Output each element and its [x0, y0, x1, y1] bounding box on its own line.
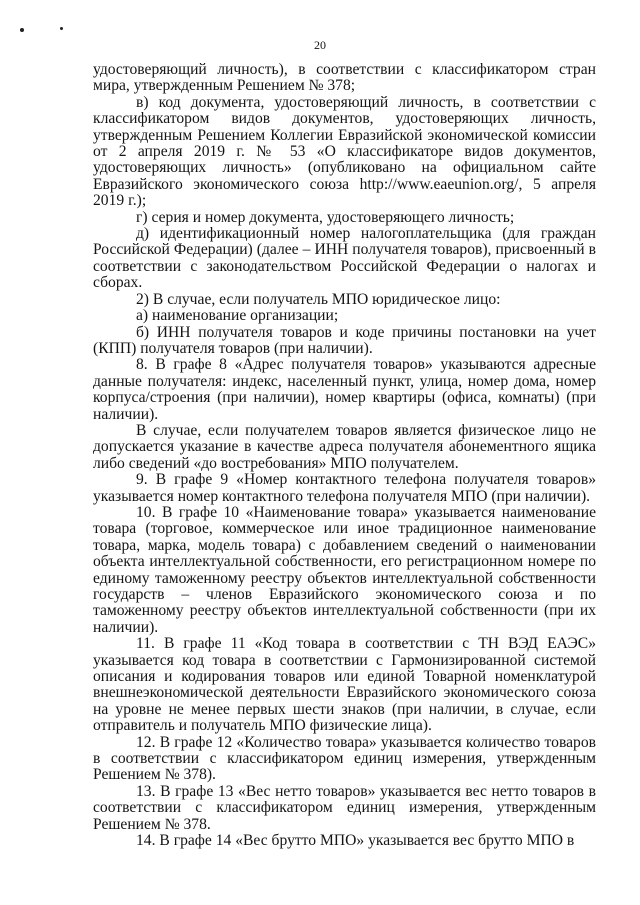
paragraph: 12. В графе 12 «Количество товара» указывается количество товаров в соответствии с классификатором единиц измерения, утвержденным Решением № 378).	[93, 733, 596, 784]
scan-speck	[60, 27, 63, 30]
document-body	[93, 62, 596, 850]
paragraph: д) идентификационный номер налогоплательщика (для граждан Российской Федерации) (далее – ИНН получателя товаров), присвоенный в соответствии с законодательством Российской Федерации о налогах и сборах.	[93, 225, 596, 292]
paragraph: а) наименование организации;	[136, 307, 339, 325]
paragraph: 8. В графе 8 «Адрес получателя товаров» указываются адресные данные получателя: индекс, населенный пункт, улица, номер дома, номер корпуса/строения (при наличии), номер квартиры (офиса, комнаты) (при наличии).	[93, 356, 596, 423]
paragraph: б) ИНН получателя товаров и коде причины постановки на учет (КПП) получателя товаров (при наличии).	[93, 323, 596, 357]
paragraph: 11. В графе 11 «Код товара в соответствии с ТН ВЭД ЕАЭС» указывается код товара в соответствии с Гармонизированной системой описания и кодирования товаров или единой Товарной номенклатурой внешнеэкономической деятельности Евразийского экономического союза на уровне не менее первых шести знаков (при наличии, в случае, если отправитель и получатель МПО физические лица).	[93, 635, 596, 735]
scan-speck	[20, 28, 24, 32]
paragraph: удостоверяющий личность), в соответствии с классификатором стран мира, утвержденным Решением № 378;	[93, 61, 596, 95]
paragraph: 10. В графе 10 «Наименование товара» указывается наименование товара (торговое, коммерческое или иное традиционное наименование товара, марка, модель товара) с добавлением сведений о наименовании объекта интеллектуальной собственности, его регистрационном номере по единому таможенному реестру объектов интеллектуальной собственности государств – членов Евразийского экономического союза и по таможенному реестру объектов интеллектуальной собственности (при их наличии).	[93, 503, 596, 636]
paragraph: 13. В графе 13 «Вес нетто товаров» указывается вес нетто товаров в соответствии с классификатором единиц измерения, утвержденным Решением № 378.	[93, 782, 596, 833]
page-number: 20	[314, 38, 326, 52]
paragraph: 14. В графе 14 «Вес брутто МПО» указывается вес брутто МПО в	[136, 832, 575, 850]
paragraph: г) серия и номер документа, удостоверяющего личность;	[136, 208, 515, 226]
paragraph: 9. В графе 9 «Номер контактного телефона получателя товаров» указывается номер контактного телефона получателя МПО (при наличии).	[93, 471, 596, 505]
paragraph: 2) В случае, если получатель МПО юридическое лицо:	[136, 290, 501, 308]
paragraph: В случае, если получателем товаров является физическое лицо не допускается указание в качестве адреса получателя абонементного ящика либо сведений «до востребования» МПО получателем.	[93, 421, 596, 472]
paragraph: в) код документа, удостоверяющий личность, в соответствии с классификатором видов документов, удостоверяющих личность, утвержденным Решением Коллегии Евразийской экономической комиссии от 2 апреля 2019 г. № 53 «О классификаторе видов документов, удостоверяющих личность» (опубликовано на официальном сайте Евразийского экономического союза http://www.eaeunion.org/, 5 апреля 2019 г.);	[93, 93, 596, 210]
